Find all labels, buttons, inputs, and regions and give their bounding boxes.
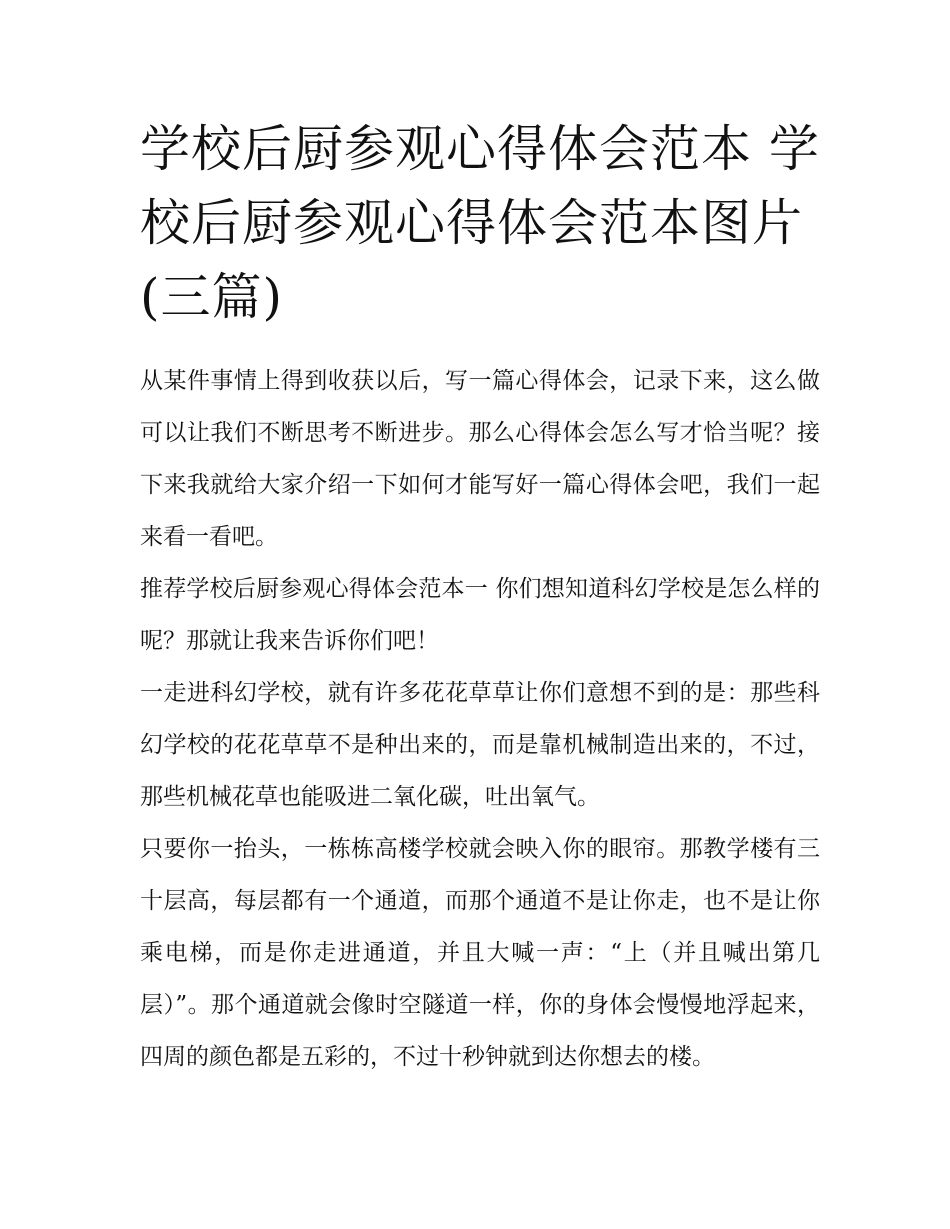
paragraph-flowers: 一走进科幻学校，就有许多花花草草让你们意想不到的是：那些科幻学校的花花草草不是种出来的，而是靠机械制造出来的，不过，那些机械花草也能吸进二氧化碳，吐出氧气。	[140, 680, 820, 810]
paragraph-intro: 从某件事情上得到收获以后，写一篇心得体会，记录下来，这么做可以让我们不断思考不断进步。那么心得体会怎么写才恰当呢？接下来我就给大家介绍一下如何才能写好一篇心得体会吧，我们一起来看一看吧。	[140, 368, 820, 550]
document-title: 学校后厨参观心得体会范本 学校后厨参观心得体会范本图片(三篇)	[140, 120, 820, 326]
paragraph-buildings: 只要你一抬头，一栋栋高楼学校就会映入你的眼帘。那教学楼有三十层高，每层都有一个通道，而那个通道不是让你走，也不是让你乘电梯，而是你走进通道，并且大喊一声：“上（并且喊出第几层）”。那个通道就会像时空隧道一样，你的身体会慢慢地浮起来，四周的颜色都是五彩的，不过十秒钟就到达你想去的楼。	[140, 836, 820, 1070]
paragraph-recommend: 推荐学校后厨参观心得体会范本一 你们想知道科幻学校是怎么样的呢？那就让我来告诉你们吧！	[140, 576, 820, 654]
document-body	[140, 355, 820, 1083]
